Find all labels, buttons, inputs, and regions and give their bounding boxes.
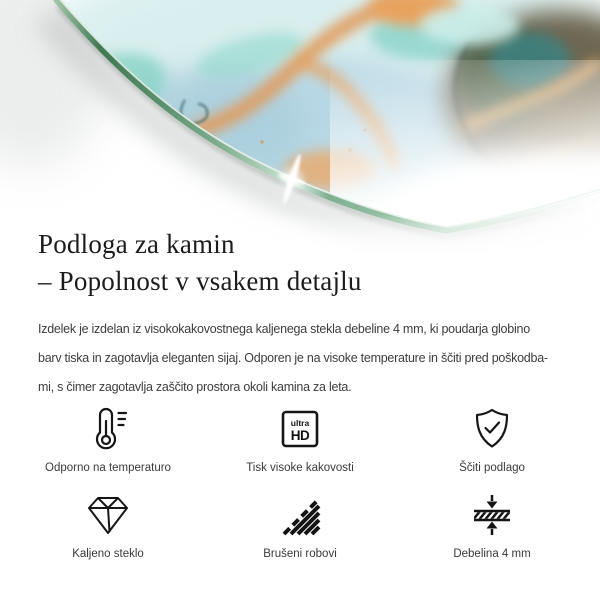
ultra-hd-icon — [277, 406, 323, 452]
page-title-line-1: Podloga za kamin — [38, 229, 235, 259]
product-description-text — [38, 315, 600, 402]
feature-label: Debelina 4 mm — [453, 548, 531, 560]
description-line: mi, s čimer zagotavlja zaščito prostora okoli kamina za leta. — [38, 380, 352, 394]
description-line: Izdelek je izdelan iz visokokakovostnega kaljenega stekla debeline 4 mm, ki poudarja globino — [38, 322, 530, 336]
ultra-hd-icon-text-bottom: HD — [290, 428, 310, 443]
feature-label: Tisk visoke kakovosti — [246, 462, 354, 474]
thickness-icon — [469, 492, 515, 538]
polished-edges-icon — [277, 492, 323, 538]
shield-check-icon — [469, 406, 515, 452]
page-title-line-2: – Popolnost v vsakem detajlu — [38, 266, 362, 296]
description-line: barv tiska in zagotavlja eleganten sijaj. Odporen je na visoke temperature in ščiti pred poškodba- — [38, 351, 548, 365]
feature-label: Brušeni robovi — [263, 548, 337, 560]
thermometer-icon — [85, 406, 131, 452]
page-title — [38, 226, 600, 300]
feature-label: Ščiti podlago — [459, 462, 525, 474]
features-grid — [12, 406, 588, 562]
feature-thickness — [396, 492, 588, 562]
feature-label: Odporno na temperaturo — [45, 462, 171, 474]
feature-temperature-resistant — [12, 406, 204, 476]
feature-label: Kaljeno steklo — [72, 548, 144, 560]
feature-print-quality — [204, 406, 396, 476]
feature-tempered-glass — [12, 492, 204, 562]
feature-protects-base — [396, 406, 588, 476]
diamond-icon — [85, 492, 131, 538]
ultra-hd-icon-text-top: ultra — [290, 418, 310, 428]
feature-polished-edges — [204, 492, 396, 562]
